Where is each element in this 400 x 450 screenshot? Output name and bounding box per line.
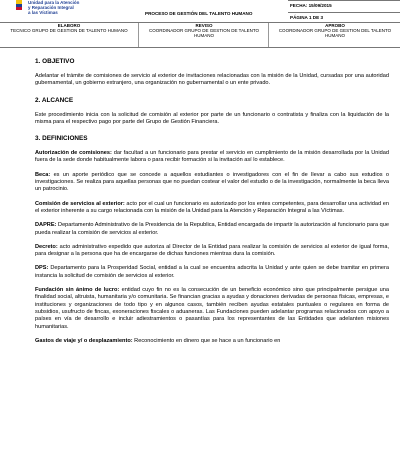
definition-item	[35, 244, 389, 259]
logo	[0, 0, 110, 22]
colombia-flag-icon	[16, 0, 22, 10]
organization-line: y Reparación Integral	[28, 5, 74, 10]
definition-term: Decreto:	[35, 243, 58, 250]
approval-aprobo	[268, 23, 400, 47]
approval-reviso	[138, 23, 269, 47]
definition-text: Departamento para la Prosperidad Social, entidad a la cual se encuentra adscrita la Unidad y ante quien se debe tramitar en primera instancia la solicitud de comisión de servicios al exterior.	[35, 265, 389, 279]
organization-line: a las Víctimas	[28, 10, 58, 15]
organization-line: Unidad para la Atención	[28, 0, 80, 5]
definition-text: Departamento Administrativo de la Presidencia de la Republica, Entidad encargada de impartir la autorización al funcionario para que pueda realizar la comisión de servicios al exterior.	[35, 222, 389, 236]
approval-person: COORDINADOR GRUPO DE GESTION DE TALENTO HUMANO	[148, 28, 259, 38]
definition-item	[35, 172, 389, 194]
document-date: FECHA: 15/09/2015	[290, 3, 332, 8]
definition-text: dar facultad a un funcionario para prestar el servicio en cumplimiento de la misión desarrollada por la Unidad fuera de la sede donde habitualmente labora o para recibir formación si la invitación así lo establece.	[35, 150, 389, 164]
approval-person: COORDINADOR GRUPO DE GESTION DEL TALENTO HUMANO	[278, 28, 392, 38]
section-heading-objetivo: 1. OBJETIVO	[35, 58, 75, 65]
definition-item	[35, 338, 389, 345]
definition-term: Autorización de comisiones:	[35, 150, 112, 157]
page-number: PÁGINA 1 DE 3	[290, 15, 324, 20]
organization-name	[28, 0, 79, 15]
definition-text: acto por el cual un funcionario es autorizado por los entes competentes, para desarrollar una actividad en el exterior inherente a su cargo relacionada con la misión de la Unidad para la Atención y Reparación Integral a las Víctimas.	[35, 200, 389, 214]
definition-term: Comisión de servicios al exterior:	[35, 200, 125, 207]
approval-table	[0, 22, 400, 48]
approval-person: TECNICO GRUPO DE GESTION DE TALENTO HUMANO	[10, 28, 128, 33]
document-body	[35, 58, 389, 345]
process-title: PROCESO DE GESTIÓN DEL TALENTO HUMANO	[145, 11, 253, 16]
approval-role: ELABORO	[57, 23, 81, 28]
approval-role: APROBO	[325, 23, 345, 28]
definition-text: es un aporte periódico que se concede a aquellos estudiantes o investigadores con el fin de llevar a cabo sus estudios o investigaciones. Se realiza para aquellas personas que no puedan costear el valor del estudio o de la investigación, normalmente la beca lleva un patrocinio.	[35, 171, 389, 193]
definition-term: Gastos de viaje y/ o desplazamiento:	[35, 337, 133, 344]
header-rule	[288, 12, 400, 13]
definition-text: acto administrativo expedido que autoriza al Director de la Entidad para realizar la comisión de servicios al exterior de igual forma, para designar a la persona que ha de encargarse de dichas funciones mientras dura la comisión.	[35, 243, 389, 258]
definition-item	[35, 265, 389, 280]
approval-role: REVISO	[195, 23, 213, 28]
definition-term: DAPRE:	[35, 222, 57, 229]
definition-text: Reconocimiento en dinero que se hace a un funcionario en	[132, 337, 281, 344]
section-text-alcance: Este procedimiento inicia con la solicitud de comisión al exterior por parte de un funcionario o contratista y finaliza con la liquidación de la misma para el respectivo pago por parte del Grupo de Gestión Financiera.	[35, 111, 389, 125]
definition-item	[35, 287, 389, 331]
section-text-objetivo: Adelantar el trámite de comisiones de servicio al exterior de invitaciones relacionadas con la misión de la Unidad, cursadas por una autoridad gubernamental, un gobierno extranjero, una organización no gubernamental o un ente privado.	[35, 73, 389, 87]
definition-item	[35, 222, 389, 237]
definition-term: DPS:	[35, 265, 49, 272]
document-header	[0, 0, 400, 22]
section-heading-definiciones: 3. DEFINICIONES	[35, 135, 88, 143]
header-rule	[288, 0, 400, 1]
definition-item	[35, 150, 389, 165]
definition-text: entidad cuyo fin no es la consecución de un beneficio económico sino que principalmente persigue una finalidad social, altruista, humanitaria y/o comunitaria. Se financian gracias a ayudas y donaciones derivadas de personas físicas, empresas, e instituciones y organizaciones de todo tipo y en algunos casos, también reciben ayudas estatales puntuales o regulares en forma de subsidios, usufructo de fincas, exoneraciones fiscales o aduaneras. Las Fundaciones pueden adelantar programas relacionados con apoyo a países en vía de desarrollo e incluir adiestramientos o pasantías para los representantes de las Entidades que adelanten misiones humanitarias.	[35, 287, 389, 330]
definition-item	[35, 201, 389, 216]
definition-term: Beca:	[35, 171, 51, 178]
approval-elaboro	[0, 23, 138, 47]
definition-term: Fundación sin ánimo de lucro:	[35, 287, 120, 294]
section-heading-alcance: 2. ALCANCE	[35, 96, 74, 104]
